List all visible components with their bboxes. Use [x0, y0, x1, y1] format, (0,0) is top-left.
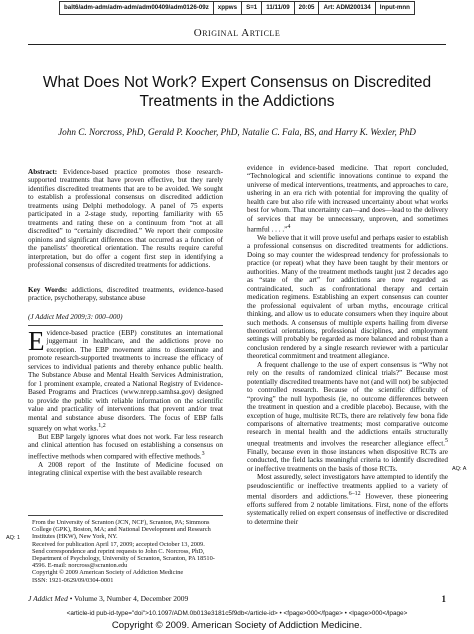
right-paragraph-3: A frequent challenge to the use of expert consensus is “Why not rely on the results of randomized clinical trials?” Because most potentially discredited treatments have not (and will not) be subjected to controlled research. Because of the scientific difficulty of “proving” the null hypothesis (ie, no outcome differences between the treatment in question and a credible placebo). Because, with the exception of huge, multisite RCTs, there are relatively few bona fide comparisons of alternative treatments; most comparative outcome research in mental health and the addictions entails structurally unequal treatments and involves the researcher allegiance effect.	[247, 360, 448, 448]
right-paragraph-1: evidence in evidence-based medicine. That report concluded, “Technological and scientific innovations continue to expand the universe of medical interventions, treatments, and approaches to care, ushering in an era rich with potential for improving the quality of health care but also rife with increased uncertainty about what works best for whom. That uncertainty can—and does—lead to the delivery of services that may be unnecessary, unproven, and sometimes harmful . . . .”	[247, 164, 448, 234]
citation: 4	[287, 224, 291, 231]
section-label: Original Article	[193, 27, 281, 39]
header-field: 20:05	[295, 2, 320, 14]
drop-cap: E	[28, 326, 45, 356]
keywords	[28, 286, 223, 303]
production-header-box	[59, 1, 415, 15]
footer-issue: • Volume 3, Number 4, December 2009	[69, 594, 189, 603]
production-header	[0, 0, 474, 16]
citation: 5	[445, 437, 448, 444]
copyright-notice: Copyright © 2009. American Society of Addiction Medicine.	[111, 620, 363, 631]
header-field: xppws	[214, 2, 242, 14]
page-number: 1	[441, 594, 446, 604]
section-rule	[28, 44, 446, 45]
author-query-marker: AQ: A	[452, 466, 467, 472]
introduction	[28, 326, 223, 478]
page-footer	[28, 594, 446, 604]
author-list: John C. Norcross, PhD, Gerald P. Koocher, PhD, Natalie C. Fala, BS, and Harry K. Wexler, PhD	[58, 127, 416, 137]
citation: 3	[201, 450, 205, 457]
citation: 6–12	[348, 491, 361, 497]
header-field: S=1	[242, 2, 262, 14]
keywords-label: Key Words:	[28, 286, 68, 294]
footnote-divider	[28, 515, 223, 516]
right-paragraph-3b: Finally, because even in those instances when dispositive RCTs are conducted, the field lacks meaningful criteria to identify discredited or ineffective treatments on the basis of those RCTs.	[247, 447, 448, 473]
right-paragraph-4b: However, these pioneering efforts suffered from 2 notable limitations. First, none of the efforts systematically relied on expert consensus of ineffective or discredited to determine their	[247, 492, 449, 526]
abstract-divider	[28, 325, 223, 326]
keywords-text: addictions, discredited treatments, evidence-based practice, psychotherapy, substance abuse	[28, 286, 224, 303]
abstract-text: Evidence-based practice promotes those research-supported treatments that have proven effective, but they rarely identifies discredited treatments that are to be avoided. We sought to establish a professional consensus on discredited addiction treatments using Delphi methodology. A panel of 75 experts participated in a 2-stage study, reporting familiarity with 65 treatments and rating these on a continuum from “not at all discredited” to “certainly discredited.” We report their composite opinions and significant differences that occurred as a function of the panelists’ theoretical orientation. The results require careful interpretation, but do offer a cogent first step in identifying a professional consensus of discredited treatments for addictions.	[28, 168, 223, 269]
footer-journal: J Addict Med	[28, 594, 68, 603]
right-column	[247, 164, 448, 526]
header-field: Input-mnn	[379, 4, 410, 11]
abstract	[28, 168, 223, 269]
right-paragraph-4: Most assuredly, select investigators have attempted to identify the pseudoscientific or ineffective treatments applied to a variety of mental disorders and addictions.	[247, 473, 448, 501]
author-query-marker: AQ: 1	[6, 535, 21, 541]
intro-paragraph-3: A 2008 report of the Institute of Medicine focused on integrating clinical expertise with the best available research	[28, 460, 223, 478]
footnote-issn: ISSN: 1921-0629/09/0304-0001	[32, 576, 114, 584]
article-title: What Does Not Work? Expert Consensus on Discredited Treatments in the Addictions	[42, 74, 432, 110]
right-paragraph-2: We believe that it will prove useful and perhaps easier to establish a professional consensus on discredited treatments for addictions. Doing so may counter the widespread tendency for professionals to practice (or repeat) what they have been taught by their mentors or authorities. Many of the treatment methods taught just 2 decades ago as “state of the art” for addictions are now regarded as contraindicated, such as confrontational therapy and certain medication regimens. Establishing an expert consensus can counter the professional equivalent of urban myths, encourage critical thinking, and allow us to educate consumers when they inquire about such methods. A consensus of multiple experts hailing from diverse theoretical orientations, professional disciplines, and employment settings will probably be regarded as more balanced and robust than a conclusion rendered by a single research reviewer with a particular theoretical commitment and treatment allegiance.	[247, 234, 448, 361]
header-field: Art: ADM200134	[319, 2, 375, 14]
intro-paragraph-1: vidence-based practice (EBP) constitutes an international juggernaut in healthcare, and the addictions prove no exception. The EBP movement aims to disseminate and promote research-supported treatments to increase the efficacy of services to individual patients and thereby enhance public health. The Substance Abuse and Mental Health Services Administration, for 1 prominent example, created a National Registry of Evidence-Based Programs and Practices (www.nrepp.samhsa.gov) designed to provide the public with reliable information on the scientific value and practicality of interventions that prevent and/or treat mental and substance abuse disorders. The focus of EBP falls squarely on what works.	[28, 329, 223, 433]
citation: 1,2	[98, 422, 106, 429]
header-field: balt6/adm-adm/adm-adm/adm00409/adm0126-09z	[60, 2, 214, 14]
journal-reference: (J Addict Med 2009;3: 000–000)	[28, 313, 123, 321]
footnote-affiliation: From the University of Scranton (JCN, NCF), Scranton, PA; Simmons College (GPK), Boston, MA; and National Development and Research Institutes (HKW), New York, NY.	[32, 519, 211, 541]
footnote-correspondence: Send correspondence and reprint requests to John C. Norcross, PhD, Department of Psychology, University of Scranton, Scranton, PA 18510-4596. E-mail: norcross@scranton.edu	[32, 547, 215, 570]
xml-metadata-line: <article-id pub-id-type="doi">10.1097/ADM.0b013e3181c5f9db</article-id> • <fpage>000</fpage> • <lpage>000</lpage>	[66, 610, 408, 617]
footnotes	[32, 519, 227, 584]
footnote-copyright: Copyright © 2009 American Society of Addiction Medicine	[32, 569, 184, 577]
intro-paragraph-2: But EBP largely ignores what does not work. Far less research and clinical attention has focused on establishing a consensus on ineffective methods when compared with effective methods.	[28, 432, 223, 461]
header-field: 11/11/09	[262, 2, 294, 14]
abstract-label: Abstract:	[28, 168, 58, 176]
footnote-received: Received for publication April 17, 2009; accepted October 13, 2009.	[32, 540, 205, 548]
